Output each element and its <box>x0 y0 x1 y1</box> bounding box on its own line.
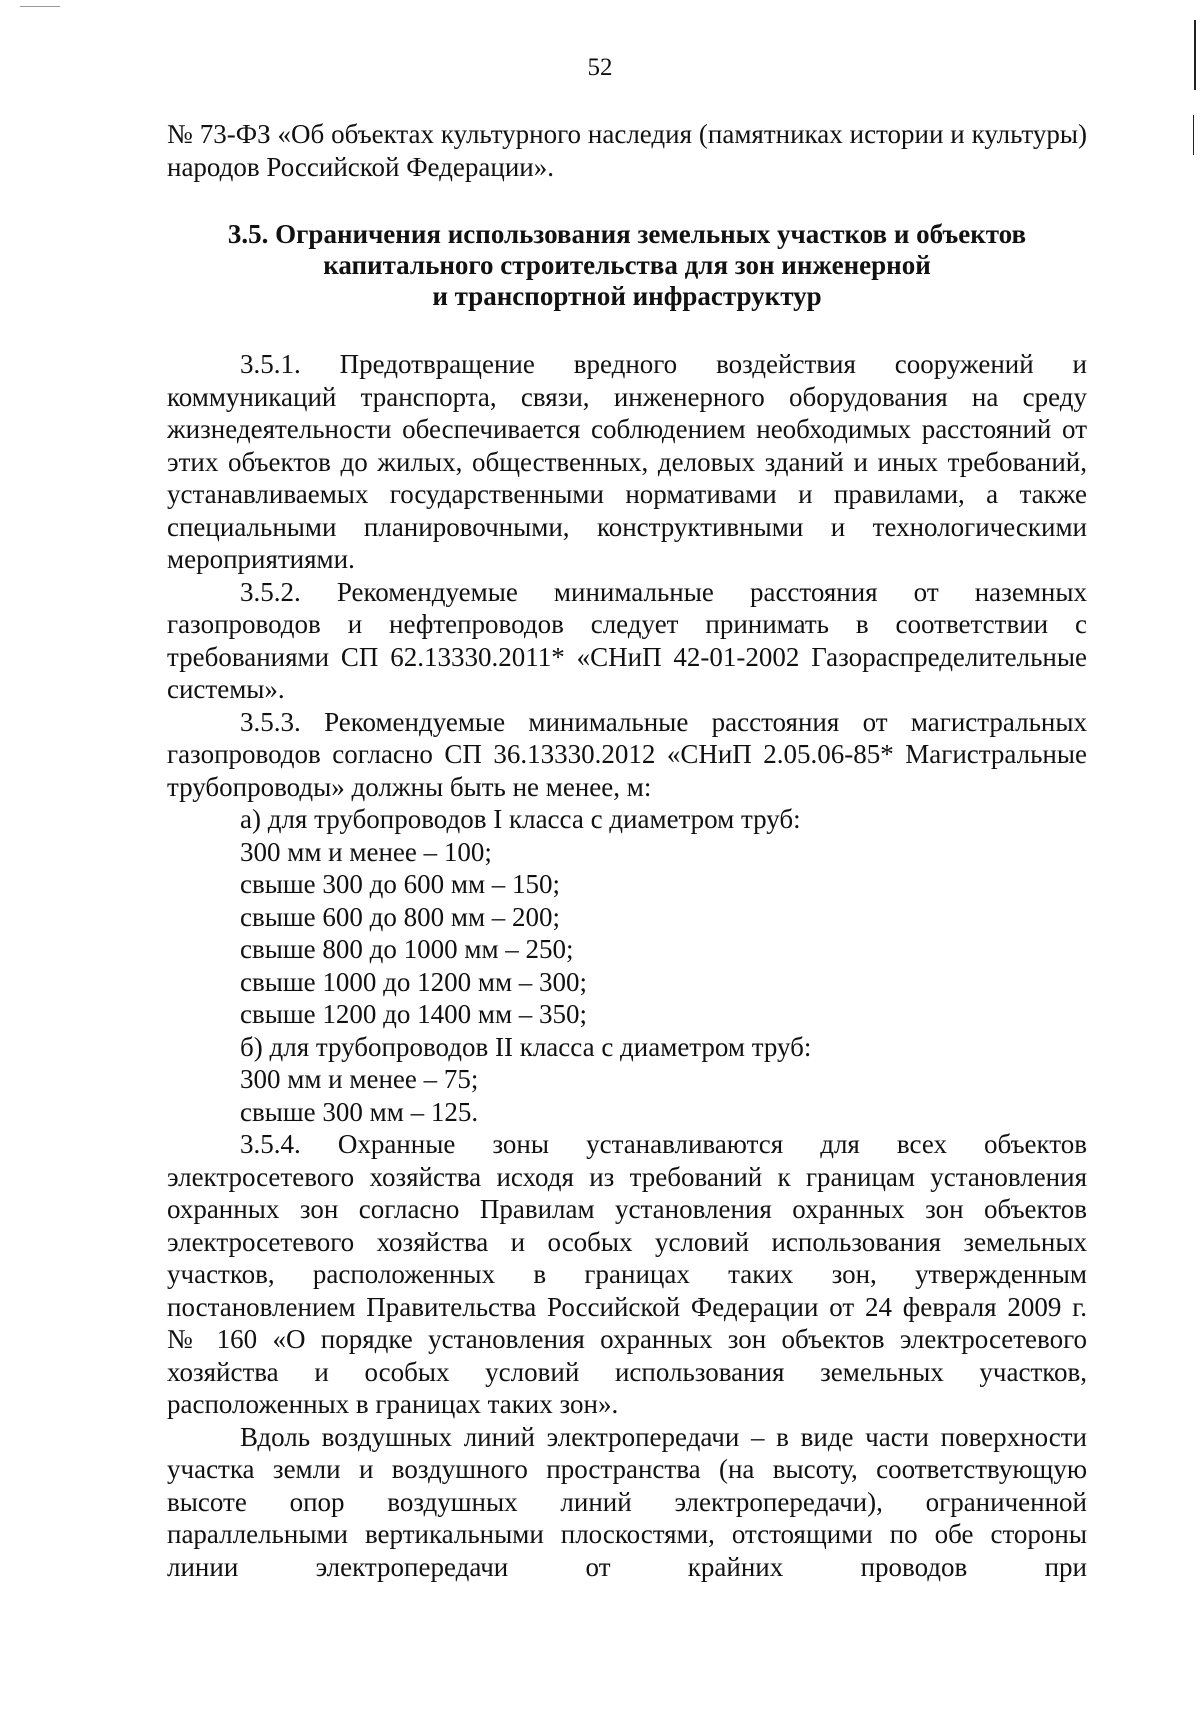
list-item: свыше 300 до 600 мм – 150; <box>240 869 561 899</box>
list-item: свыше 300 мм – 125. <box>240 1096 479 1127</box>
list-item: 300 мм и менее – 100; <box>240 836 492 867</box>
list-item: а) для трубопроводов I класса с диаметром труб: <box>240 804 801 834</box>
paragraph-3-5-3: 3.5.3. Рекомендуемые минимальные расстояния от магистральных газопроводов согласно СП 36.13330.2012 «СНиП 2.05.06-85* Магистральные трубопроводы» должны быть не менее, м: <box>167 706 1087 802</box>
heading-line-3: и транспортной инфраструктур <box>432 281 822 311</box>
list-item: свыше 1200 до 1400 мм – 350; <box>240 999 588 1029</box>
list-item: свыше 800 до 1000 мм – 250; <box>240 934 574 964</box>
list-item: свыше 1000 до 1200 мм – 300; <box>240 966 588 997</box>
paragraph-3-5-2: 3.5.2. Рекомендуемые минимальные расстояния от наземных газопроводов и нефтепроводов следует принимать в соответствии с требованиями СП 62.13330.2011* «СНиП 42-01-2002 Газораспределительные системы». <box>167 576 1087 704</box>
document-body <box>167 118 1087 1583</box>
section-heading <box>167 219 1087 312</box>
paragraph-3-5-1: 3.5.1. Предотвращение вредного воздействия сооружений и коммуникаций транспорта, связи, инженерного оборудования на среду жизнедеятельности обеспечивается соблюдением необходимых расстояний от этих объектов до жилых, общественных, деловых зданий и иных требований, устанавливаемых государственными нормативами и правилами, а также специальными планировочными, конструктивными и технологическими мероприятиями. <box>167 349 1087 574</box>
page-number: 52 <box>587 54 613 81</box>
heading-line-2: капитального строительства для зон инженерной <box>323 250 931 280</box>
list-item: 300 мм и менее – 75; <box>240 1064 479 1094</box>
distance-list <box>167 803 1087 1128</box>
scan-artifact <box>20 6 60 7</box>
paragraph-3-5-4: 3.5.4. Охранные зоны устанавливаются для всех объектов электросетевого хозяйства исходя из требований к границам установления охранных зон согласно Правилам установления охранных зон объектов электросетевого хозяйства и особых условий использования земельных участков, расположенных в границах таких зон, утвержденным постановлением Правительства Российской Федерации от 24 февраля 2009 г. № 160 «О порядке установления охранных зон объектов электросетевого хозяйства и особых условий использования земельных участков, расположенных в границах таких зон». <box>167 1129 1087 1419</box>
heading-line-1: 3.5. Ограничения использования земельных участков и объектов <box>227 219 1027 249</box>
intro-paragraph: № 73-ФЗ «Об объектах культурного наследия (памятниках истории и культуры) народов Российской Федерации». <box>167 119 1087 182</box>
paragraph-power-lines: Вдоль воздушных линий электропередачи – в виде части поверхности участка земли и воздушного пространства (на высоту, соответствующую высоте опор воздушных линий электропередачи), ограниченной параллельными вертикальными плоскостями, отстоящими по обе стороны линии электропередачи от крайних проводов при <box>167 1421 1087 1582</box>
list-item: б) для трубопроводов II класса с диаметром труб: <box>240 1031 812 1062</box>
scan-edge-mark <box>1193 115 1194 155</box>
list-item: свыше 600 до 800 мм – 200; <box>240 901 561 932</box>
